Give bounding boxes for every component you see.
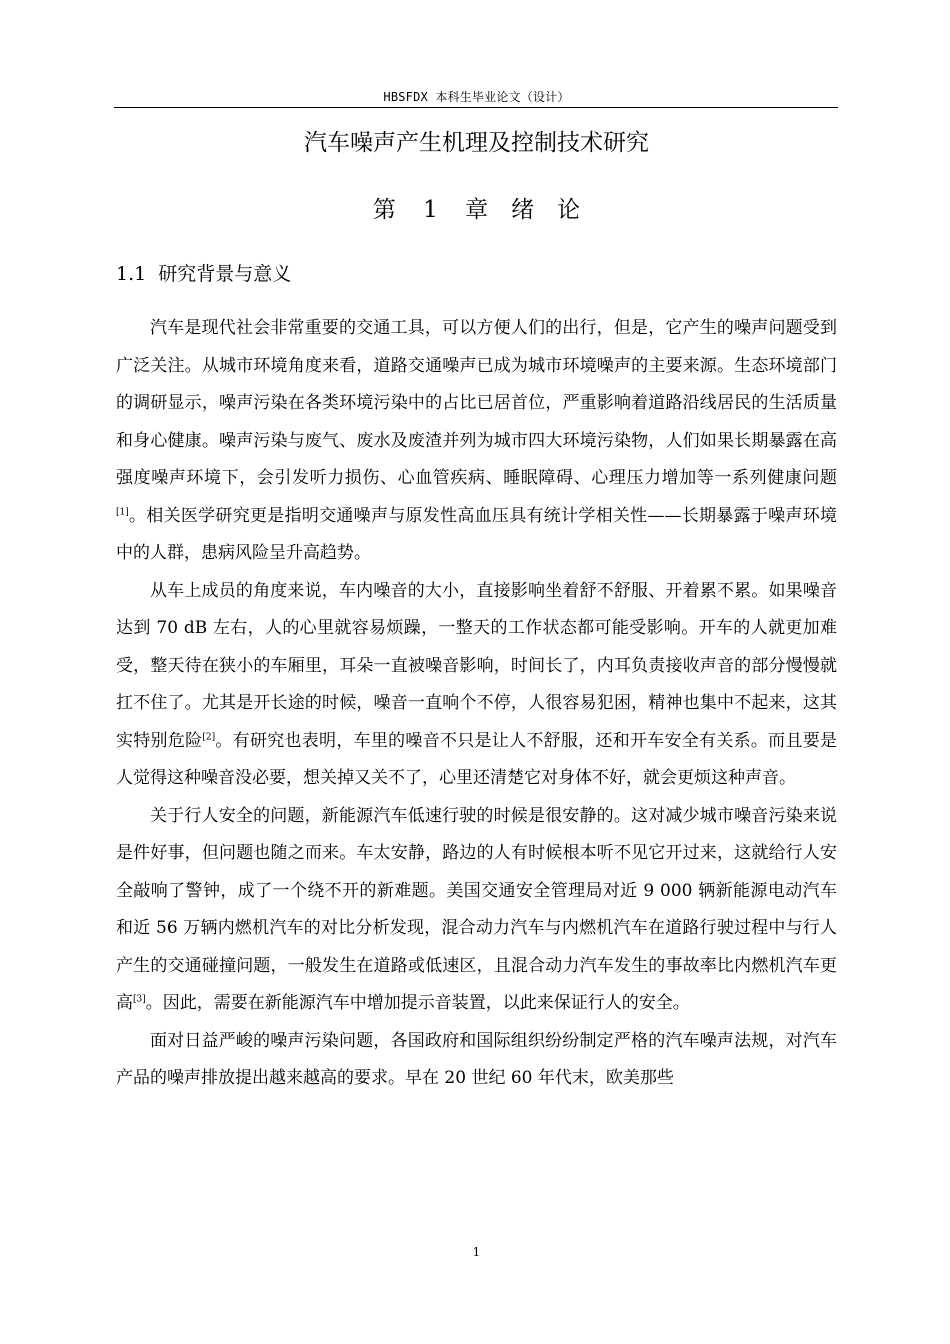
citation[interactable]: [1] xyxy=(116,506,129,517)
section-number: 1.1 xyxy=(116,263,147,285)
paragraph xyxy=(116,798,837,1023)
section-title: 研究背景与意义 xyxy=(158,263,292,285)
paragraph xyxy=(116,573,837,798)
page-number: 1 xyxy=(472,1245,481,1259)
paragraph xyxy=(116,1023,837,1098)
paragraph xyxy=(116,310,837,573)
paragraph-text: 从车上成员的角度来说，车内噪音的大小，直接影响坐着舒不舒服、开着累不累。如果噪音达到 70 dB 左右，人的心里就容易烦躁，一整天的工作状态都可能受影响。开车的人就更加难受，整天待在狭小的车厢里，耳朵一直被噪音影响，时间长了，内耳负责接收声音的部分慢慢就扛不住了。尤其是开长途的时候，噪音一直响个不停，人很容易犯困，精神也集中不起来，这其实特别危险 xyxy=(116,580,837,751)
chapter-heading: 第 1 章 绪 论 xyxy=(372,197,581,223)
header-rule xyxy=(114,107,838,108)
citation[interactable]: [3] xyxy=(133,994,146,1005)
paragraph-text: 。因此，需要在新能源汽车中增加提示音装置，以此来保证行人的安全。 xyxy=(145,993,690,1013)
paragraph-text: 汽车是现代社会非常重要的交通工具，可以方便人们的出行，但是，它产生的噪声问题受到广泛关注。从城市环境角度来看，道路交通噪声已成为城市环境噪声的主要来源。生态环境部门的调研显示，噪声污染在各类环境污染中的占比已居首位，严重影响着道路沿线居民的生活质量和身心健康。噪声污染与废气、废水及废渣并列为城市四大环境污染物，人们如果长期暴露在高强度噪声环境下，会引发听力损伤、心血管疾病、睡眠障碍、心理压力增加等一系列健康问题 xyxy=(116,318,837,488)
paragraph-text: 。有研究也表明，车里的噪音不只是让人不舒服，还和开车安全有关系。而且要是人觉得这种噪音没必要，想关掉又关不了，心里还清楚它对身体不好，就会更烦这种声音。 xyxy=(116,730,838,788)
running-header: HBSFDX 本科生毕业论文（设计） xyxy=(383,90,570,104)
paragraph-text: 关于行人安全的问题，新能源汽车低速行驶的时候是很安静的。这对减少城市噪音污染来说是件好事，但问题也随之而来。车太安静，路边的人有时候根本听不见它开过来，这就给行人安全敲响了警钟，成了一个绕不开的新难题。美国交通安全管理局对近 9 000 辆新能源电动汽车和近 56 万辆内燃机汽车的对比分析发现，混合动力汽车与内燃机汽车在道路行驶过程中与行人产生的交通碰撞问题，一般发生在道路或低速区，且混合动力汽车发生的事故率比内燃机汽车更高 xyxy=(116,805,837,1013)
thesis-title: 汽车噪声产生机理及控制技术研究 xyxy=(304,130,649,156)
paragraph-text: 面对日益严峻的噪声污染问题，各国政府和国际组织纷纷制定严格的汽车噪声法规，对汽车产品的噪声排放提出越来越高的要求。早在 20 世纪 60 年代末，欧美那些 xyxy=(116,1030,837,1088)
citation[interactable]: [2] xyxy=(202,731,216,742)
body-text xyxy=(116,310,837,1098)
paragraph-text: 。相关医学研究更是指明交通噪声与原发性高血压具有统计学相关性——长期暴露于噪声环境中的人群，患病风险呈升高趋势。 xyxy=(116,505,837,563)
section-heading xyxy=(116,259,291,286)
